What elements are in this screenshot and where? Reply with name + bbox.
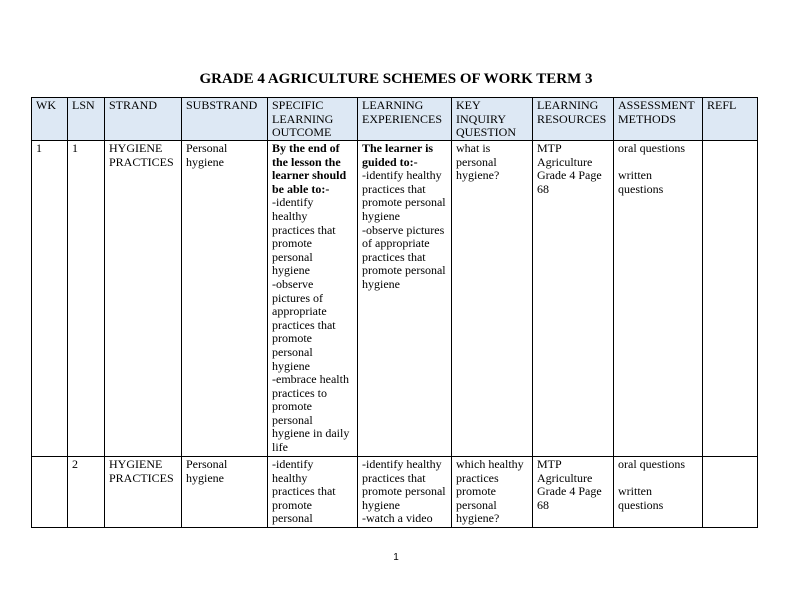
header-strand: STRAND: [105, 98, 182, 141]
cell-resources: MTP Agriculture Grade 4 Page 68: [533, 457, 614, 528]
experiences-intro: The learner is guided to:-: [362, 141, 434, 169]
cell-refl: [703, 141, 758, 457]
header-resources: LEARNING RESOURCES: [533, 98, 614, 141]
table-row: [32, 457, 758, 528]
cell-substrand: Personal hygiene: [182, 141, 268, 457]
cell-wk: 1: [32, 141, 68, 457]
header-substrand: SUBSTRAND: [182, 98, 268, 141]
header-experiences: LEARNING EXPERIENCES: [358, 98, 452, 141]
schemes-of-work-table: [31, 97, 758, 528]
cell-question: what is personal hygiene?: [452, 141, 533, 457]
outcome-text: -identify healthy practices that promote personal hygiene -observe pictures of appropriate practices that promote personal hygiene -embrace health practices to promote personal hygiene in daily life: [272, 195, 350, 455]
cell-assessment: oral questions written questions: [614, 141, 703, 457]
cell-wk: [32, 457, 68, 528]
cell-substrand: Personal hygiene: [182, 457, 268, 528]
table-header-row: [32, 98, 758, 141]
cell-lsn: 2: [68, 457, 105, 528]
header-refl: REFL: [703, 98, 758, 141]
experiences-text: -identify healthy practices that promote personal hygiene -observe pictures of appropriate practices that promote personal hygiene: [362, 168, 446, 291]
cell-assessment: oral questions written questions: [614, 457, 703, 528]
header-wk: WK: [32, 98, 68, 141]
cell-strand: HYGIENE PRACTICES: [105, 141, 182, 457]
cell-lsn: 1: [68, 141, 105, 457]
cell-outcome: -identify healthy practices that promote personal: [268, 457, 358, 528]
table-row: [32, 141, 758, 457]
cell-resources: MTP Agriculture Grade 4 Page 68: [533, 141, 614, 457]
cell-outcome: [268, 141, 358, 457]
header-question: KEY INQUIRY QUESTION: [452, 98, 533, 141]
document-title: GRADE 4 AGRICULTURE SCHEMES OF WORK TERM 3: [199, 71, 593, 87]
page-number: 1: [393, 552, 399, 563]
outcome-intro: By the end of the lesson the learner should be able to:-: [272, 141, 347, 196]
cell-experiences: -identify healthy practices that promote personal hygiene -watch a video: [358, 457, 452, 528]
cell-experiences: [358, 141, 452, 457]
header-lsn: LSN: [68, 98, 105, 141]
cell-strand: HYGIENE PRACTICES: [105, 457, 182, 528]
header-assessment: ASSESSMENT METHODS: [614, 98, 703, 141]
header-outcome: SPECIFIC LEARNING OUTCOME: [268, 98, 358, 141]
cell-refl: [703, 457, 758, 528]
cell-question: which healthy practices promote personal hygiene?: [452, 457, 533, 528]
